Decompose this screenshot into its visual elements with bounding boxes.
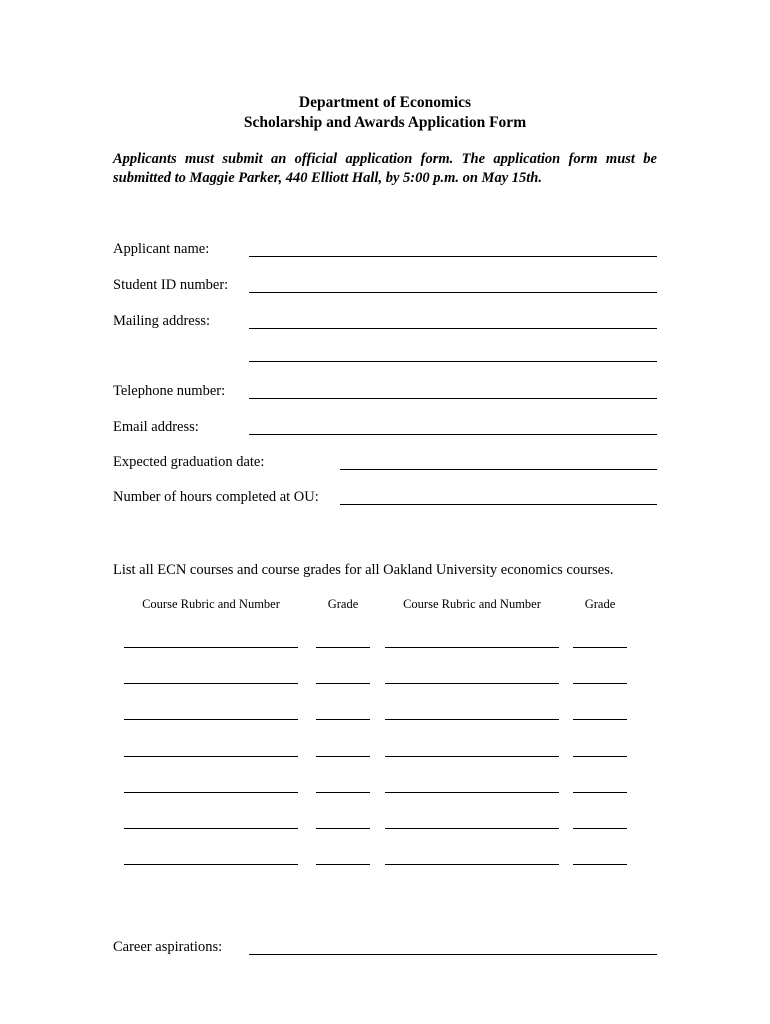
grade-left-line[interactable] (316, 756, 370, 757)
applicant-name-label: Applicant name: (113, 241, 210, 257)
graduation-date-line[interactable] (340, 469, 657, 470)
grade-left-line[interactable] (316, 683, 370, 684)
grade-right-line[interactable] (573, 683, 627, 684)
department-title: Department of Economics (298, 94, 472, 111)
mailing-address-label: Mailing address: (113, 313, 211, 329)
course-entry-row (0, 647, 770, 649)
grade-right-line[interactable] (573, 792, 627, 793)
career-aspirations-label: Career aspirations: (113, 939, 223, 955)
email-field (113, 418, 657, 440)
course-entry-row (0, 756, 770, 758)
telephone-field (113, 382, 657, 404)
course-rubric-left-line[interactable] (124, 719, 298, 720)
mailing-address-line-2[interactable] (249, 361, 657, 362)
submission-instructions: Applicants must submit an official application form. The application form must be submitted to Maggie Parker, 440 Elliott Hall, by 5:00 p.m. on May 15th. (113, 151, 657, 186)
telephone-label: Telephone number: (113, 383, 226, 399)
grade-left-line[interactable] (316, 719, 370, 720)
course-rubric-right-line[interactable] (385, 864, 559, 865)
grade-right-line[interactable] (573, 756, 627, 757)
student-id-field (113, 276, 657, 298)
course-rubric-left-line[interactable] (124, 683, 298, 684)
course-rubric-header-right: Course Rubric and Number (403, 597, 541, 611)
course-rubric-left-line[interactable] (124, 756, 298, 757)
course-rubric-left-line[interactable] (124, 792, 298, 793)
hours-completed-line[interactable] (340, 504, 657, 505)
courses-prompt: List all ECN courses and course grades for all Oakland University economics courses. (113, 562, 614, 578)
email-line[interactable] (249, 434, 657, 435)
student-id-label: Student ID number: (113, 277, 229, 293)
course-entry-row (0, 792, 770, 794)
form-title: Scholarship and Awards Application Form (243, 114, 527, 131)
grade-left-line[interactable] (316, 647, 370, 648)
grade-left-line[interactable] (316, 792, 370, 793)
course-rubric-right-line[interactable] (385, 719, 559, 720)
grade-right-line[interactable] (573, 828, 627, 829)
career-aspirations-field (113, 938, 657, 960)
mailing-address-line-1[interactable] (249, 328, 657, 329)
grade-right-line[interactable] (573, 864, 627, 865)
applicant-name-field (113, 240, 657, 262)
course-entry-row (0, 683, 770, 685)
course-rubric-right-line[interactable] (385, 683, 559, 684)
course-entry-row (0, 828, 770, 830)
graduation-date-label: Expected graduation date: (113, 454, 265, 470)
course-rubric-left-line[interactable] (124, 828, 298, 829)
career-aspirations-line[interactable] (249, 954, 657, 955)
course-rubric-left-line[interactable] (124, 864, 298, 865)
course-rubric-left-line[interactable] (124, 647, 298, 648)
telephone-line[interactable] (249, 398, 657, 399)
grade-left-line[interactable] (316, 864, 370, 865)
hours-completed-label: Number of hours completed at OU: (113, 489, 319, 505)
grade-right-line[interactable] (573, 719, 627, 720)
grade-header-left: Grade (327, 597, 359, 611)
course-rubric-right-line[interactable] (385, 756, 559, 757)
graduation-date-field (113, 453, 657, 475)
course-rubric-right-line[interactable] (385, 647, 559, 648)
grade-left-line[interactable] (316, 828, 370, 829)
course-rubric-header-left: Course Rubric and Number (142, 597, 280, 611)
grade-header-right: Grade (584, 597, 616, 611)
course-rubric-right-line[interactable] (385, 828, 559, 829)
hours-completed-field (113, 488, 657, 510)
course-rubric-right-line[interactable] (385, 792, 559, 793)
form-header (0, 93, 770, 133)
student-id-line[interactable] (249, 292, 657, 293)
grade-right-line[interactable] (573, 647, 627, 648)
email-label: Email address: (113, 419, 199, 435)
applicant-name-line[interactable] (249, 256, 657, 257)
course-entry-row (0, 719, 770, 721)
course-entry-row (0, 864, 770, 866)
mailing-address-field (113, 312, 657, 334)
